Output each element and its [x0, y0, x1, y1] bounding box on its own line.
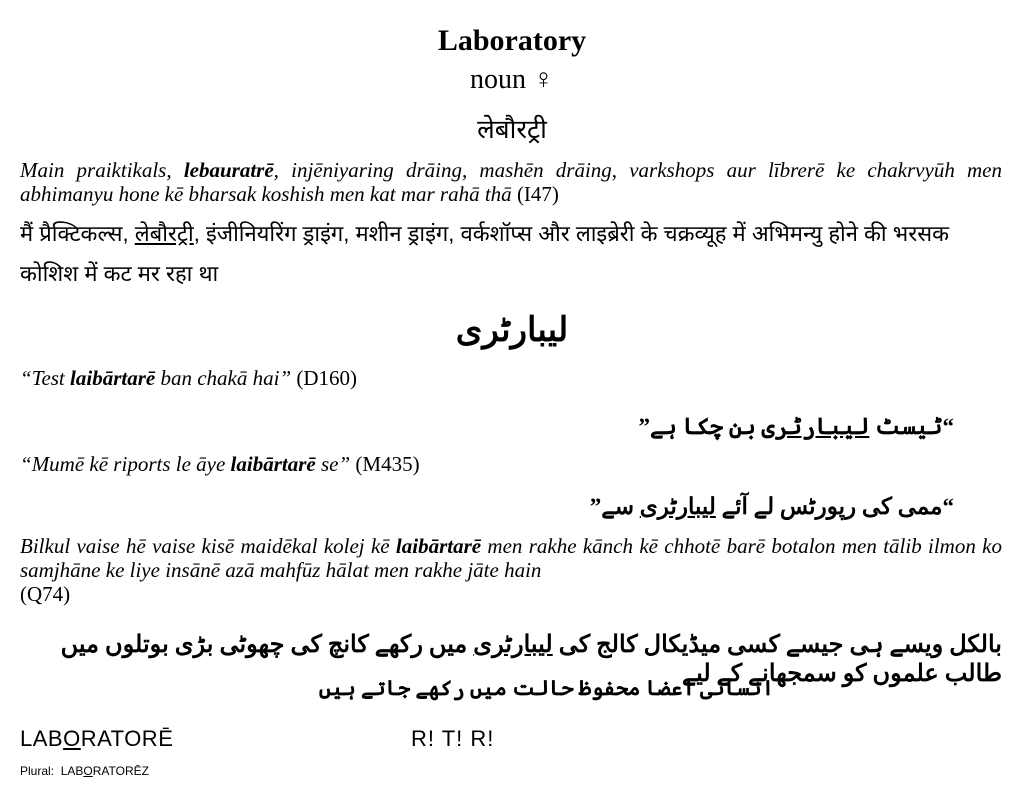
example-3-roman-pre: Mumē kē riports le āye [31, 452, 231, 476]
plural-label: Plural: [20, 764, 55, 778]
example-1-roman-headword: lebauratrē [183, 158, 274, 182]
example-1-reference: (I47) [516, 182, 559, 206]
example-3-urdu [590, 494, 954, 520]
hindi-headword: लेबौरट्री [477, 114, 547, 144]
example-1-hindi-headword: लेबौरट्री [134, 221, 194, 246]
transliteration [20, 726, 173, 752]
example-4-urdu-line-2: انسانی اعضا محفوظ حالت میں رکھے جاتے ہیں [318, 676, 774, 700]
example-3-close-quote: ” [338, 452, 351, 476]
example-3-urdu-pre: “ممی کی رپورٹس لے آئے [715, 494, 954, 519]
plural-post: RATORĒZ [92, 764, 149, 778]
example-2-close-quote: ” [279, 366, 292, 390]
example-4-roman-headword: laibārtarē [395, 534, 482, 558]
example-4-roman-pre: Bilkul vaise hē vaise kisē maidēkal kolej kē [20, 534, 396, 558]
example-2-roman-post: ban chakā hai [155, 366, 280, 390]
example-1-roman-pre: Main praiktikals, [20, 158, 184, 182]
example-4-urdu-headword: لیبارٹری [473, 632, 553, 658]
example-3-reference: (M435) [355, 452, 420, 476]
example-1-roman-post: , injēniyaring drāing, mashēn drāing, varkshops aur lībrerē ke chakrvyūh men abhimanyu hone kē bharsak koshish men kat mar rahā thā [20, 158, 1003, 206]
pronunciation: R! T! R! [411, 726, 495, 751]
example-2-romanized [20, 366, 1002, 390]
example-1-romanized [20, 158, 1002, 206]
example-2-urdu-headword: لیبارٹری [761, 414, 870, 439]
part-of-speech: noun ♀ [470, 64, 554, 95]
headword: Laboratory [437, 24, 587, 57]
example-4-reference: (Q74) [20, 582, 71, 606]
example-4-romanized [20, 534, 1002, 606]
example-2-reference: (D160) [296, 366, 358, 390]
example-2-open-quote: “ [20, 366, 32, 390]
example-2-urdu-pre: “ٹیسٹ [869, 414, 954, 439]
example-4-urdu-post: میں رکھے کانچ کی چھوٹی بڑی بوتلوں میں طالب علموں کو سمجھانے کے لیے [60, 632, 1002, 687]
example-1-hindi-pre: मैं प्रैक्टिकल्स, [20, 221, 135, 246]
example-1-hindi [20, 214, 1002, 294]
example-3-urdu-headword: لیبارٹری [639, 494, 716, 519]
example-2-urdu [638, 414, 954, 440]
transliteration-stressed: O [63, 726, 81, 751]
example-2-urdu-post: بن چکا ہے” [638, 414, 762, 439]
example-1-hindi-post: , इंजीनियरिंग ड्राइंग, मशीन ड्राइंग, वर्कशॉप्स और लाइब्रेरी के चक्रव्यूह में अभिमन्यु होने की भरसक कोशिश में कट मर रहा था [20, 221, 949, 286]
example-3-romanized [20, 452, 1002, 476]
plural-stressed: O [83, 764, 93, 778]
transliteration-pre: LAB [20, 726, 64, 751]
example-2-roman-pre: Test [31, 366, 71, 390]
plural-pre: LAB [60, 764, 84, 778]
plural-form [20, 764, 149, 778]
urdu-headword: ليبارٹری [455, 312, 569, 349]
example-3-urdu-post: سے” [589, 494, 640, 519]
example-2-roman-headword: laibārtarē [70, 366, 156, 390]
transliteration-post: RATORĒ [80, 726, 174, 751]
example-4-urdu-pre: بالکل ویسے ہی جیسے کسی میڈیکال کالج کی [552, 632, 1002, 658]
example-3-roman-headword: laibārtarē [230, 452, 316, 476]
example-3-open-quote: “ [20, 452, 32, 476]
example-3-roman-post: se [315, 452, 339, 476]
example-4-roman-post: men rakhe kānch kē chhotē barē botalon men tālib ilmon ko samjhāne ke liye insānē azā mahfūz hālat men rakhe jāte hain [20, 534, 1002, 582]
